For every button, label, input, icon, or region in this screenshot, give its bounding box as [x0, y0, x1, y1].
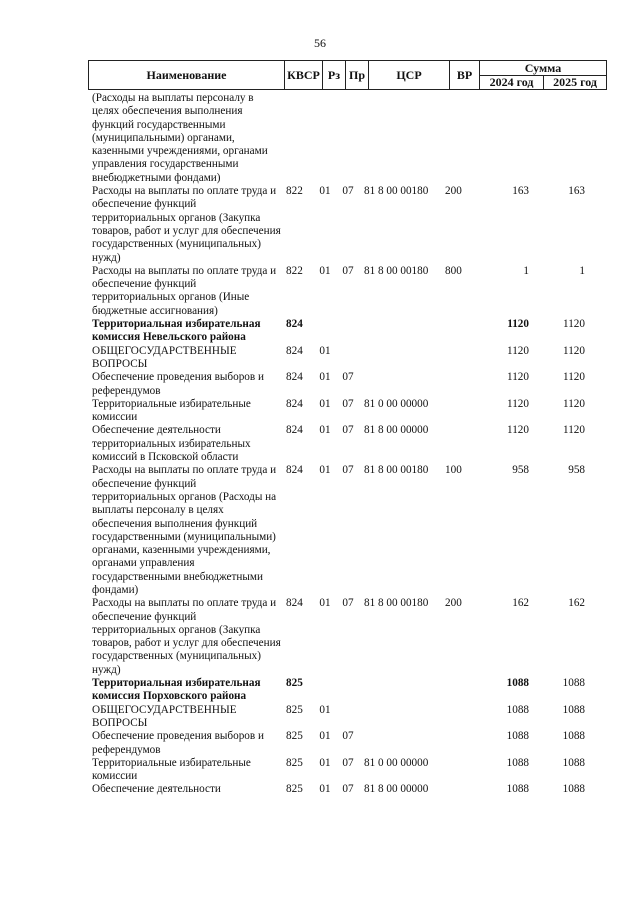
cell-csr: 81 0 00 00000 — [364, 756, 429, 769]
table-row — [92, 398, 607, 425]
cell-vr: 100 — [445, 464, 462, 477]
cell-y2025: 1 — [579, 264, 585, 277]
cell-y2025: 1088 — [562, 756, 585, 769]
cell-y2025: 1120 — [563, 318, 585, 331]
cell-rz: 01 — [319, 730, 331, 743]
cell-y2024: 163 — [512, 185, 529, 198]
header-rz: Рз — [327, 67, 341, 82]
cell-name: Территориальные избирательные комиссии — [92, 756, 251, 783]
section-row — [92, 677, 607, 704]
cell-y2025: 1088 — [562, 730, 585, 743]
cell-kvsr: 822 — [286, 264, 303, 277]
cell-pr: 07 — [342, 730, 354, 743]
cell-name: Расходы на выплаты по оплате труда и обеспечение функций территориальных органов (Закупка товаров, работ и услуг для обеспечения государственных (муниципальных) нужд) — [92, 597, 281, 676]
cell-pr: 07 — [342, 185, 354, 198]
cell-kvsr: 824 — [286, 397, 303, 410]
cell-y2024: 1088 — [506, 756, 529, 769]
cell-csr: 81 0 00 00000 — [364, 397, 429, 410]
table-row — [92, 92, 607, 185]
header-vr: ВР — [456, 67, 473, 82]
cell-name: Расходы на выплаты по оплате труда и обеспечение функций территориальных органов (Расходы на выплаты персоналу в целях обеспечения выполнения функций государственными (муниципальными) органами, казенными учреждениями, органами управления государственными внебюджетными фондами) — [92, 464, 277, 596]
cell-rz: 01 — [319, 397, 331, 410]
table-row — [92, 185, 607, 265]
cell-y2024: 1120 — [507, 397, 529, 410]
cell-y2025: 958 — [568, 464, 585, 477]
cell-vr: 200 — [445, 597, 462, 610]
cell-pr: 07 — [342, 783, 354, 796]
cell-name: (Расходы на выплаты персоналу в целях обеспечения выполнения функций государственными (муниципальными) органами, казенными учреждениями, органами управления государственными внебюджетными фондами) — [92, 92, 268, 184]
cell-y2025: 163 — [568, 185, 585, 198]
cell-y2024: 1088 — [506, 783, 529, 796]
table-row — [92, 464, 607, 597]
cell-rz: 01 — [319, 703, 331, 716]
table-row — [92, 597, 607, 677]
cell-kvsr: 825 — [286, 756, 303, 769]
cell-y2024: 162 — [512, 597, 529, 610]
cell-kvsr: 824 — [286, 318, 303, 331]
cell-rz: 01 — [319, 344, 331, 357]
table-row — [92, 424, 607, 464]
cell-vr: 200 — [445, 185, 462, 198]
cell-pr: 07 — [342, 464, 354, 477]
cell-y2025: 1120 — [563, 371, 585, 384]
cell-y2025: 1120 — [563, 424, 585, 437]
cell-y2025: 1120 — [563, 344, 585, 357]
cell-name: Территориальная избирательная комиссия Невельского района — [92, 318, 261, 344]
cell-csr: 81 8 00 00000 — [364, 783, 429, 796]
cell-y2025: 1088 — [562, 703, 585, 716]
cell-pr: 07 — [342, 264, 354, 277]
cell-y2025: 1088 — [562, 783, 585, 796]
cell-name: Расходы на выплаты по оплате труда и обеспечение функций территориальных органов (Иные бюджетные ассигнования) — [92, 264, 277, 317]
cell-pr: 07 — [342, 424, 354, 437]
cell-rz: 01 — [319, 185, 331, 198]
cell-csr: 81 8 00 00000 — [364, 424, 429, 437]
header-sum: Сумма — [524, 60, 562, 75]
cell-y2025: 162 — [568, 597, 585, 610]
table-row — [92, 757, 607, 784]
cell-csr: 81 8 00 00180 — [364, 185, 429, 198]
cell-kvsr: 825 — [286, 783, 303, 796]
cell-pr: 07 — [342, 371, 354, 384]
header-name: Наименование — [146, 67, 227, 82]
header-2025: 2025 год — [553, 75, 597, 89]
cell-kvsr: 824 — [286, 344, 303, 357]
cell-rz: 01 — [319, 371, 331, 384]
cell-rz: 01 — [319, 597, 331, 610]
cell-kvsr: 825 — [286, 677, 303, 690]
cell-name: Территориальная избирательная комиссия Порховского района — [92, 677, 261, 703]
cell-csr: 81 8 00 00180 — [364, 464, 429, 477]
cell-y2024: 958 — [512, 464, 529, 477]
cell-name: Обеспечение деятельности территориальных избирательных комиссий в Псковской области — [92, 424, 251, 464]
table-row — [92, 371, 607, 398]
table-row — [92, 265, 607, 318]
table-row — [92, 783, 607, 796]
table-row — [92, 345, 607, 372]
cell-rz: 01 — [319, 464, 331, 477]
cell-kvsr: 825 — [286, 730, 303, 743]
cell-pr: 07 — [342, 597, 354, 610]
cell-csr: 81 8 00 00180 — [364, 264, 429, 277]
table-body — [92, 92, 607, 797]
cell-y2024: 1 — [523, 264, 529, 277]
cell-name: Территориальные избирательные комиссии — [92, 397, 251, 424]
cell-y2024: 1120 — [507, 318, 529, 331]
cell-y2024: 1120 — [507, 344, 529, 357]
cell-pr: 07 — [342, 397, 354, 410]
cell-y2024: 1120 — [507, 424, 529, 437]
cell-rz: 01 — [319, 783, 331, 796]
cell-name: Обеспечение проведения выборов и референдумов — [92, 371, 264, 397]
cell-kvsr: 824 — [286, 371, 303, 384]
cell-name: Расходы на выплаты по оплате труда и обеспечение функций территориальных органов (Закупка товаров, работ и услуг для обеспечения государственных (муниципальных) нужд) — [92, 185, 281, 264]
cell-kvsr: 824 — [286, 424, 303, 437]
cell-rz: 01 — [319, 424, 331, 437]
cell-kvsr: 825 — [286, 703, 303, 716]
cell-name: Обеспечение деятельности — [92, 783, 221, 796]
cell-csr: 81 8 00 00180 — [364, 597, 429, 610]
cell-name: ОБЩЕГОСУДАРСТВЕННЫЕ ВОПРОСЫ — [92, 344, 237, 370]
table-header — [88, 60, 607, 90]
cell-y2024: 1088 — [506, 677, 529, 690]
cell-kvsr: 824 — [286, 597, 303, 610]
cell-name: Обеспечение проведения выборов и референдумов — [92, 730, 264, 756]
cell-pr: 07 — [342, 756, 354, 769]
section-row — [92, 318, 607, 345]
cell-y2024: 1088 — [506, 703, 529, 716]
cell-rz: 01 — [319, 264, 331, 277]
table-row — [92, 730, 607, 757]
cell-y2025: 1120 — [563, 397, 585, 410]
header-2024: 2024 год — [489, 75, 534, 89]
cell-y2024: 1120 — [507, 371, 529, 384]
cell-rz: 01 — [319, 756, 331, 769]
table-row — [92, 704, 607, 731]
cell-y2025: 1088 — [562, 677, 585, 690]
header-csr: ЦСР — [396, 67, 422, 82]
cell-y2024: 1088 — [506, 730, 529, 743]
header-pr: Пр — [348, 67, 365, 82]
cell-name: ОБЩЕГОСУДАРСТВЕННЫЕ ВОПРОСЫ — [92, 703, 237, 729]
cell-vr: 800 — [445, 264, 462, 277]
cell-kvsr: 822 — [286, 185, 303, 198]
page-number: 56 — [314, 36, 326, 50]
header-kvsr: КВСР — [287, 67, 320, 82]
cell-kvsr: 824 — [286, 464, 303, 477]
